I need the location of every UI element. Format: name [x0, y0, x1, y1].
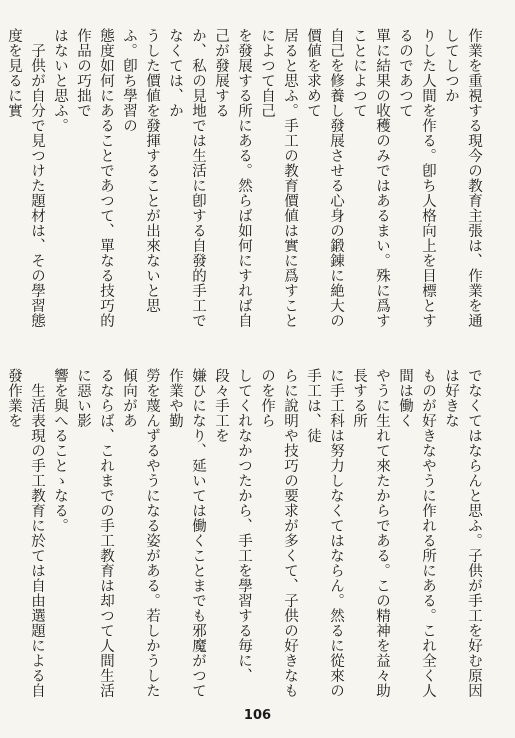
text-column: 態度如何にあることであつて、單なる技巧的作品の巧拙で [75, 28, 114, 328]
text-column: してくれなかつたから、手工を學習する毎に、段々手工を [213, 368, 252, 683]
text-column: 居ると思ふ。手工の教育價値は實に爲すことによつて自己 [259, 28, 298, 328]
text-column: でなくてはならんと思ふ。子供が手工を好む原因は好きな [443, 368, 482, 698]
text-column: うした價値を發揮することが出來ないと思ふ。卽ち學習の [121, 28, 160, 313]
text-column: るならば、これまでの手工教育は却つて人間生活に惡い影 [75, 368, 114, 698]
text-column: 自己を修養し發展させる心身の鍛錬に絶大の價値を求めて [305, 28, 344, 328]
text-column: を發展する所にある。然らば如何にすれば自己が發展する [213, 28, 252, 328]
text-column: りした人間を作る。卽ち人格向上を目標とするのであつて [397, 28, 436, 328]
text-column: か、私の見地では生活に卽する自發的手工でなくては、か [167, 28, 206, 328]
text-column [0, 368, 2, 698]
text-column: はないと思ふ。 [52, 28, 68, 133]
text-column: 作業を重視する現今の教育主張は、作業を通してしつか [443, 28, 482, 328]
text-column: 嫌ひになり、延いては働くことまでも邪魔がつて作業や勤 [167, 368, 206, 698]
upper-text-block [6, 28, 485, 328]
text-column: 響を與へることゝなる。 [52, 368, 68, 533]
text-column: に手工科は努力しなくてはならん。然るに從來の手工は、徒 [305, 368, 344, 698]
text-column: らに說明や技巧の要求が多くて、子供の好きなものを作ら [259, 368, 298, 698]
text-column: 生活表現の手工教育に於ては自由選題による自發作業を [6, 368, 45, 698]
text-column: 勞を蔑んずるやうになる姿がある。若しかうした傾向があ [121, 368, 160, 698]
text-column: ものが好きなやうに作れる所にある。これ全く人間は働く [397, 368, 436, 698]
page-number: 106 [243, 708, 272, 723]
text-column: やうに生れて來たからである。この精神を益々助長する所 [351, 368, 390, 698]
text-column: 單に結果の收穫のみではあるまい。殊に爲すことによつて [351, 28, 390, 328]
text-column [0, 28, 2, 328]
text-column: 子供が自分で見つけた題材は、その學習態度を見るに實 [6, 28, 45, 328]
lower-text-block [6, 368, 485, 698]
